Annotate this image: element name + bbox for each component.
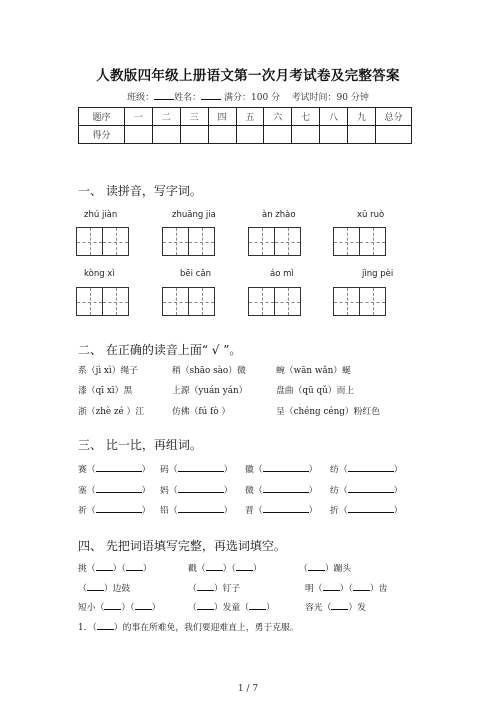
fill-text: ）（: [121, 603, 135, 613]
score-cell[interactable]: [264, 126, 292, 144]
answer-blank[interactable]: [331, 600, 348, 610]
word-item: 折（ ）: [330, 503, 402, 516]
writing-box[interactable]: [162, 287, 215, 316]
header-cell: 四: [208, 108, 236, 126]
char: 塞: [78, 486, 87, 496]
word-item: 妈（ ）: [160, 483, 232, 496]
answer-blank[interactable]: [197, 600, 214, 610]
header-cell: 五: [236, 108, 264, 126]
answer-blank[interactable]: [263, 503, 309, 513]
answer-blank[interactable]: [236, 561, 253, 571]
pinyin: áo mì: [270, 269, 294, 279]
exam-info: [0, 90, 496, 103]
char: 折: [330, 506, 339, 516]
fill-item: [78, 600, 160, 613]
answer-blank[interactable]: [323, 581, 340, 591]
fill-text: 容光（: [305, 603, 332, 613]
fill-text: ）发童（: [213, 603, 250, 613]
char: 晋: [245, 506, 254, 516]
answer-blank[interactable]: [126, 561, 143, 571]
fill-text: 挑（: [78, 564, 96, 574]
answer-blank[interactable]: [206, 561, 223, 571]
answer-blank[interactable]: [104, 600, 121, 610]
answer-blank[interactable]: [348, 503, 394, 513]
score-cell[interactable]: [348, 126, 376, 144]
fill-text: ）: [252, 564, 262, 574]
fill-item: [78, 561, 152, 574]
row-label: 得分: [79, 126, 125, 144]
fill-text: （: [78, 584, 87, 594]
word-item: 晋（ ）: [245, 503, 317, 516]
choice-item[interactable]: 浙（zhè zé ）江: [78, 407, 145, 417]
writing-box[interactable]: [333, 287, 386, 316]
word-item: 铅（ ）: [160, 503, 232, 516]
answer-blank[interactable]: [263, 462, 309, 472]
fill-text: ）齿: [369, 584, 388, 594]
pinyin: bēi cǎn: [180, 269, 211, 279]
choice-item[interactable]: 稍（shāo sào）微: [172, 366, 246, 376]
char: 祈: [78, 506, 87, 516]
score-cell[interactable]: [152, 126, 180, 144]
header-cell: 九: [348, 108, 376, 126]
writing-box[interactable]: [333, 227, 386, 256]
word-item: 塞（ ）: [78, 483, 150, 496]
fill-text: ）: [266, 603, 275, 613]
char: 赛: [78, 465, 87, 475]
word-item: 纺（ ）: [330, 483, 402, 496]
word-item: 码（ ）: [160, 462, 232, 475]
fill-text: 戳（: [188, 564, 206, 574]
fill-text: ）（: [339, 584, 353, 594]
answer-blank[interactable]: [96, 483, 142, 493]
header-cell: 三: [180, 108, 208, 126]
fill-text: ）: [142, 564, 152, 574]
char: 码: [160, 465, 169, 475]
fill-text: （: [188, 603, 197, 613]
writing-box[interactable]: [76, 227, 129, 256]
score-cell[interactable]: [376, 126, 412, 144]
pinyin: zhú jiàn: [84, 210, 118, 220]
header-cell: 六: [264, 108, 292, 126]
fill-item: [299, 561, 351, 574]
full-score: 满分：100 分: [224, 93, 281, 103]
answer-blank[interactable]: [263, 483, 309, 493]
name-label: 姓名：: [174, 93, 202, 103]
answer-blank[interactable]: [348, 462, 394, 472]
score-table-header: [79, 108, 412, 126]
section-3-heading: 三、 比一比，再组词。: [78, 438, 202, 452]
answer-blank[interactable]: [348, 483, 394, 493]
fill-text: 明（: [305, 584, 323, 594]
char: 纺: [330, 465, 339, 475]
answer-blank[interactable]: [249, 600, 266, 610]
choice-item[interactable]: 呈（chéng céng）粉红色: [276, 407, 381, 417]
fill-text: ）（: [112, 564, 126, 574]
char: 微: [245, 486, 254, 496]
fill-item: [78, 581, 130, 594]
score-cell[interactable]: [236, 126, 264, 144]
char: 纺: [330, 486, 339, 496]
fill-item: [188, 581, 240, 594]
fill-text: ）蹦头: [324, 564, 352, 574]
fill-text: ）发: [348, 603, 367, 613]
fill-item: [305, 600, 366, 613]
fill-text: ）钉子: [213, 584, 241, 594]
pinyin: kòng xì: [84, 269, 115, 279]
question-1: [78, 620, 299, 633]
class-label: 班级：: [127, 93, 155, 103]
fill-text: ）: [151, 603, 161, 613]
header-cell: 七: [292, 108, 320, 126]
pinyin: àn zhào: [262, 210, 296, 220]
writing-box[interactable]: [162, 227, 215, 256]
pinyin: zhuāng jia: [172, 210, 216, 220]
answer-blank[interactable]: [87, 581, 104, 591]
choice-item[interactable]: 仿佛（fú fò ）: [172, 407, 231, 417]
class-blank: [154, 90, 174, 100]
answer-blank[interactable]: [97, 620, 114, 630]
score-cell[interactable]: [180, 126, 208, 144]
section-2-heading: 二、 在正确的读音上面“ √ ”。: [78, 343, 242, 357]
answer-blank[interactable]: [353, 581, 370, 591]
score-cell[interactable]: [208, 126, 236, 144]
answer-blank[interactable]: [178, 503, 224, 513]
char: 妈: [160, 486, 169, 496]
choice-item[interactable]: 蜿（wān wǎn）蜒: [276, 366, 351, 376]
fill-item: [305, 581, 387, 594]
word-item: 赛（ ）: [78, 462, 150, 475]
word-item: 祈（ ）: [78, 503, 150, 516]
writing-box[interactable]: [248, 227, 301, 256]
question-text: ）的事在所难免，我们要迎难直上，勇于克服。: [113, 623, 299, 633]
choice-item[interactable]: 盘曲（qū qǔ）而上: [276, 386, 355, 396]
writing-box[interactable]: [76, 287, 129, 316]
choice-item[interactable]: 上源（yuán yán）: [172, 386, 248, 396]
score-cell[interactable]: [320, 126, 348, 144]
char: 铅: [160, 506, 169, 516]
answer-blank[interactable]: [96, 561, 113, 571]
word-item: 徽（ ）: [245, 462, 317, 475]
header-cell: 八: [320, 108, 348, 126]
page-title: 人教版四年级上册语文第一次月考试卷及完整答案: [96, 68, 400, 84]
pinyin: xū ruò: [357, 210, 385, 220]
question-number: 1．（: [78, 623, 97, 633]
word-item: 纺（ ）: [330, 462, 402, 475]
fill-item: [188, 600, 275, 613]
answer-blank[interactable]: [96, 503, 142, 513]
choice-item[interactable]: 漆（qī xī）黑: [78, 386, 133, 396]
fill-text: 短小（: [78, 603, 105, 613]
header-cell: 题序: [79, 108, 125, 126]
writing-box[interactable]: [248, 287, 301, 316]
fill-item: [188, 561, 262, 574]
char: 徽: [245, 465, 254, 475]
answer-blank[interactable]: [178, 462, 224, 472]
score-table-row: [79, 126, 412, 144]
answer-blank[interactable]: [308, 561, 325, 571]
page-number: 1 / 7: [237, 684, 259, 694]
answer-blank[interactable]: [135, 600, 152, 610]
name-blank: [201, 90, 221, 100]
score-cell[interactable]: [292, 126, 320, 144]
answer-blank[interactable]: [96, 462, 142, 472]
answer-blank[interactable]: [178, 483, 224, 493]
header-cell: 总分: [376, 108, 412, 126]
score-cell[interactable]: [125, 126, 153, 144]
fill-text: （: [299, 564, 308, 574]
fill-text: ）（: [222, 564, 236, 574]
section-1-heading: 一、 读拼音，写字词。: [78, 184, 202, 198]
choice-item[interactable]: 系（jì xì）绳子: [78, 366, 139, 376]
answer-blank[interactable]: [197, 581, 214, 591]
pinyin: jìng pèi: [362, 269, 394, 279]
fill-text: ）边鼓: [103, 584, 131, 594]
section-4-heading: 四、 先把词语填写完整，再选词填空。: [78, 539, 286, 553]
fill-text: （: [188, 584, 197, 594]
header-cell: 二: [152, 108, 180, 126]
header-cell: 一: [125, 108, 153, 126]
exam-time: 考试时间：90 分钟: [291, 93, 369, 103]
score-table: [78, 107, 412, 144]
word-item: 微（ ）: [245, 483, 317, 496]
